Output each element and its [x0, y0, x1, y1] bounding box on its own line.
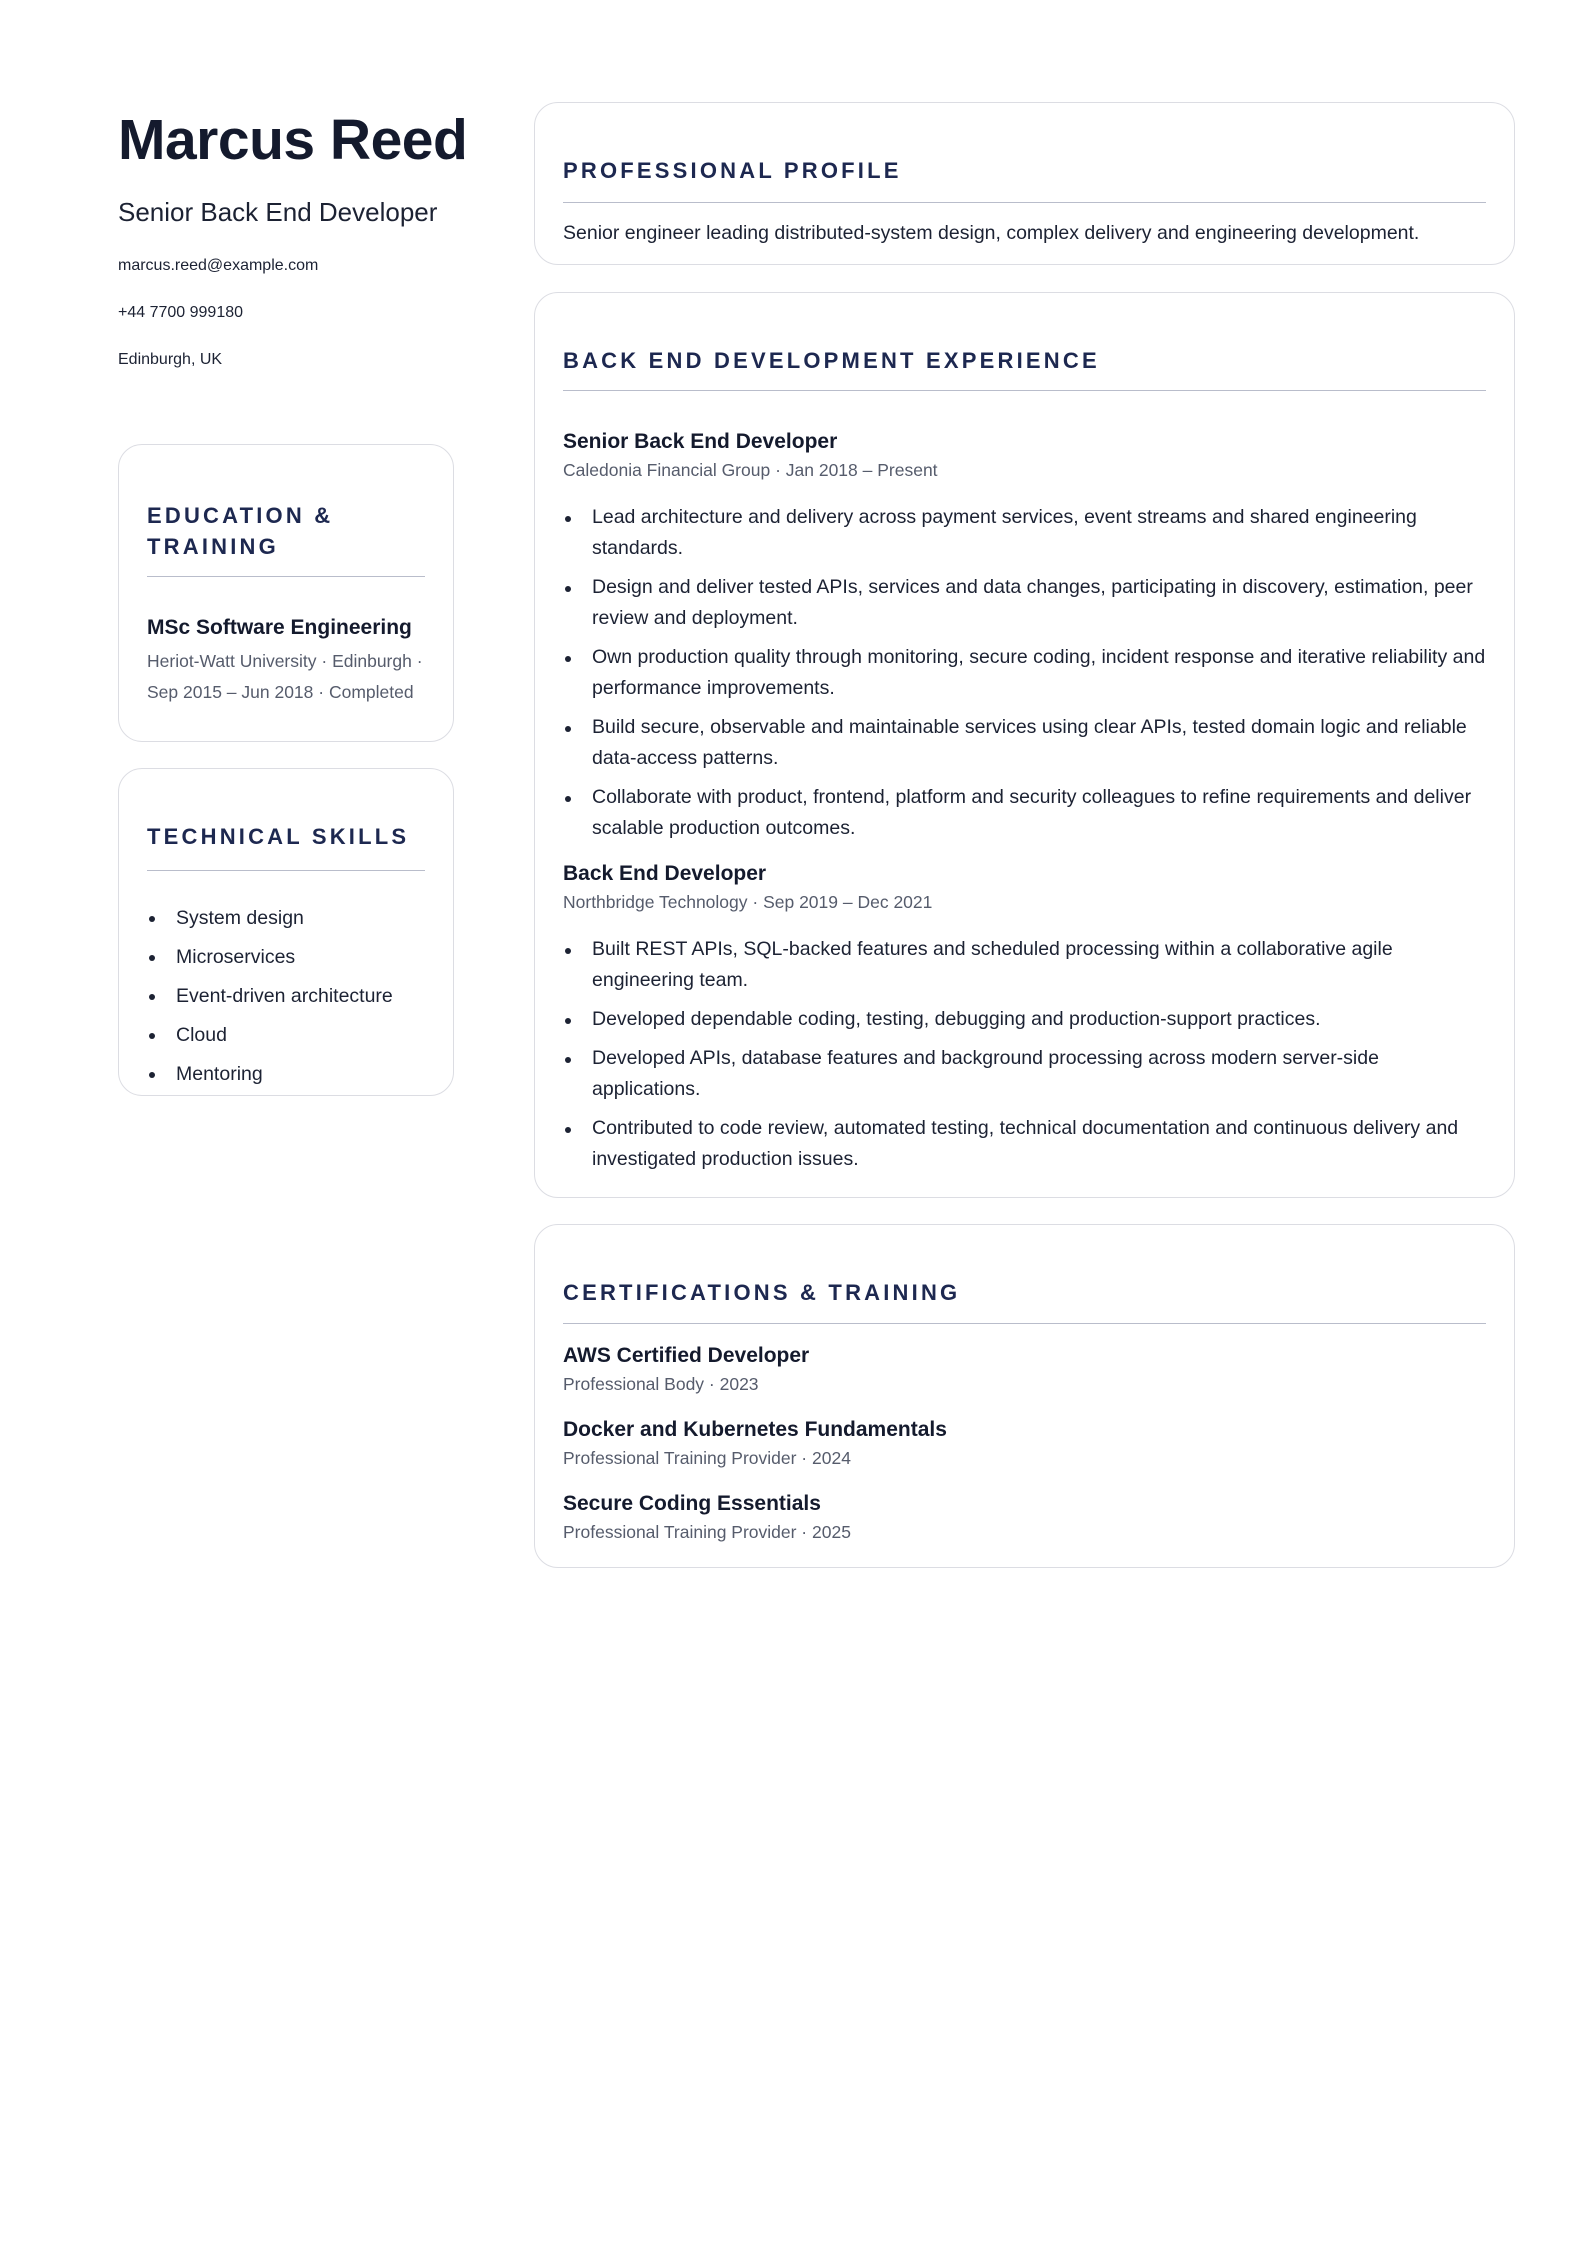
- education-card: [118, 444, 454, 742]
- bullet-icon: [149, 955, 155, 961]
- certification-name: Secure Coding Essentials: [563, 1492, 821, 1515]
- certification-name: Docker and Kubernetes Fundamentals: [563, 1418, 947, 1441]
- certification-name: AWS Certified Developer: [563, 1344, 810, 1367]
- list-item: [563, 1417, 1486, 1470]
- job-title: Senior Back End Developer: [563, 430, 838, 453]
- contact-email[interactable]: marcus.reed@example.com: [118, 257, 319, 275]
- skill-label: Event-driven architecture: [176, 985, 393, 1007]
- list-item: [147, 1055, 425, 1094]
- skills-heading: TECHNICAL SKILLS: [147, 824, 410, 849]
- list-item: [563, 1343, 1486, 1396]
- profile-summary: Senior engineer leading distributed-system design, complex delivery and engineering development.: [563, 222, 1420, 244]
- bullet-icon: [565, 1127, 571, 1133]
- profile-heading: PROFESSIONAL PROFILE: [563, 158, 902, 183]
- education-degree: MSc Software Engineering: [147, 616, 412, 639]
- bullet-text: Contributed to code review, automated testing, technical documentation and continuous delivery and investigated production issues.: [592, 1117, 1459, 1170]
- job-meta: Caledonia Financial Group · Jan 2018 – Present: [563, 460, 938, 480]
- list-item: [563, 782, 1486, 844]
- contact-list: [118, 256, 454, 397]
- bullet-text: Collaborate with product, frontend, platform and security colleagues to refine requirements and deliver scalable production outcomes.: [592, 786, 1472, 839]
- certifications-heading: CERTIFICATIONS & TRAINING: [563, 1280, 961, 1305]
- bullet-icon: [565, 726, 571, 732]
- contact-phone[interactable]: +44 7700 999180: [118, 304, 244, 322]
- job-entry: [563, 861, 1486, 1175]
- section-divider: [147, 870, 425, 871]
- candidate-title: Senior Back End Developer: [118, 197, 438, 227]
- job-bullets: [563, 502, 1486, 844]
- bullet-icon: [565, 796, 571, 802]
- bullet-text: Developed APIs, database features and background processing across modern server-side applications.: [592, 1047, 1379, 1100]
- bullet-icon: [149, 1072, 155, 1078]
- header-block: [118, 100, 468, 397]
- list-item: [147, 899, 425, 938]
- list-item: [563, 934, 1486, 996]
- bullet-text: Developed dependable coding, testing, debugging and production-support practices.: [592, 1008, 1321, 1030]
- list-item: [563, 1043, 1486, 1105]
- bullet-icon: [149, 994, 155, 1000]
- bullet-icon: [565, 1057, 571, 1063]
- certifications-card: [534, 1224, 1515, 1568]
- list-item: [563, 642, 1486, 704]
- bullet-icon: [565, 948, 571, 954]
- section-divider: [563, 202, 1486, 203]
- job-bullets: [563, 934, 1486, 1175]
- experience-heading: BACK END DEVELOPMENT EXPERIENCE: [563, 348, 1100, 373]
- skills-card: [118, 768, 454, 1096]
- bullet-text: Lead architecture and delivery across payment services, event streams and shared engineering standards.: [592, 506, 1417, 559]
- job-title: Back End Developer: [563, 862, 767, 885]
- job-meta: Northbridge Technology · Sep 2019 – Dec 2021: [563, 892, 933, 912]
- bullet-icon: [565, 586, 571, 592]
- bullet-icon: [565, 656, 571, 662]
- skills-list: [147, 899, 425, 1094]
- section-divider: [147, 576, 425, 577]
- bullet-text: Built REST APIs, SQL-backed features and scheduled processing within a collaborative agile engineering team.: [592, 938, 1393, 991]
- skill-label: Cloud: [176, 1024, 227, 1046]
- section-divider: [563, 1323, 1486, 1324]
- bullet-icon: [149, 1033, 155, 1039]
- profile-card: [534, 102, 1515, 265]
- contact-location: Edinburgh, UK: [118, 351, 223, 369]
- bullet-text: Design and deliver tested APIs, services and data changes, participating in discovery, estimation, peer review and deployment.: [592, 576, 1473, 629]
- bullet-text: Own production quality through monitoring, secure coding, incident response and iterative reliability and performance improvements.: [592, 646, 1486, 699]
- education-heading: EDUCATION & TRAINING: [147, 503, 334, 559]
- certification-meta: Professional Training Provider · 2024: [563, 1448, 851, 1468]
- bullet-icon: [565, 1018, 571, 1024]
- list-item: [147, 977, 425, 1016]
- list-item: [563, 1491, 1486, 1544]
- bullet-text: Build secure, observable and maintainable services using clear APIs, tested domain logic and reliable data-access patterns.: [592, 716, 1467, 769]
- skill-label: Mentoring: [176, 1063, 263, 1085]
- list-item: [147, 1016, 425, 1055]
- certification-meta: Professional Training Provider · 2025: [563, 1522, 851, 1542]
- skill-label: Microservices: [176, 946, 296, 968]
- list-item: [563, 1004, 1486, 1035]
- section-divider: [563, 390, 1486, 391]
- candidate-name: Marcus Reed: [118, 108, 468, 172]
- education-meta: Heriot-Watt University · Edinburgh · Sep 2015 – Jun 2018 · Completed: [147, 651, 423, 702]
- list-item: [563, 502, 1486, 564]
- bullet-icon: [149, 916, 155, 922]
- list-item: [563, 1113, 1486, 1175]
- list-item: [563, 712, 1486, 774]
- list-item: [563, 572, 1486, 634]
- job-entry: [563, 429, 1486, 844]
- experience-card: [534, 292, 1515, 1198]
- certifications-list: [563, 1343, 1486, 1544]
- skill-label: System design: [176, 907, 304, 929]
- certification-meta: Professional Body · 2023: [563, 1374, 759, 1394]
- bullet-icon: [565, 516, 571, 522]
- list-item: [147, 938, 425, 977]
